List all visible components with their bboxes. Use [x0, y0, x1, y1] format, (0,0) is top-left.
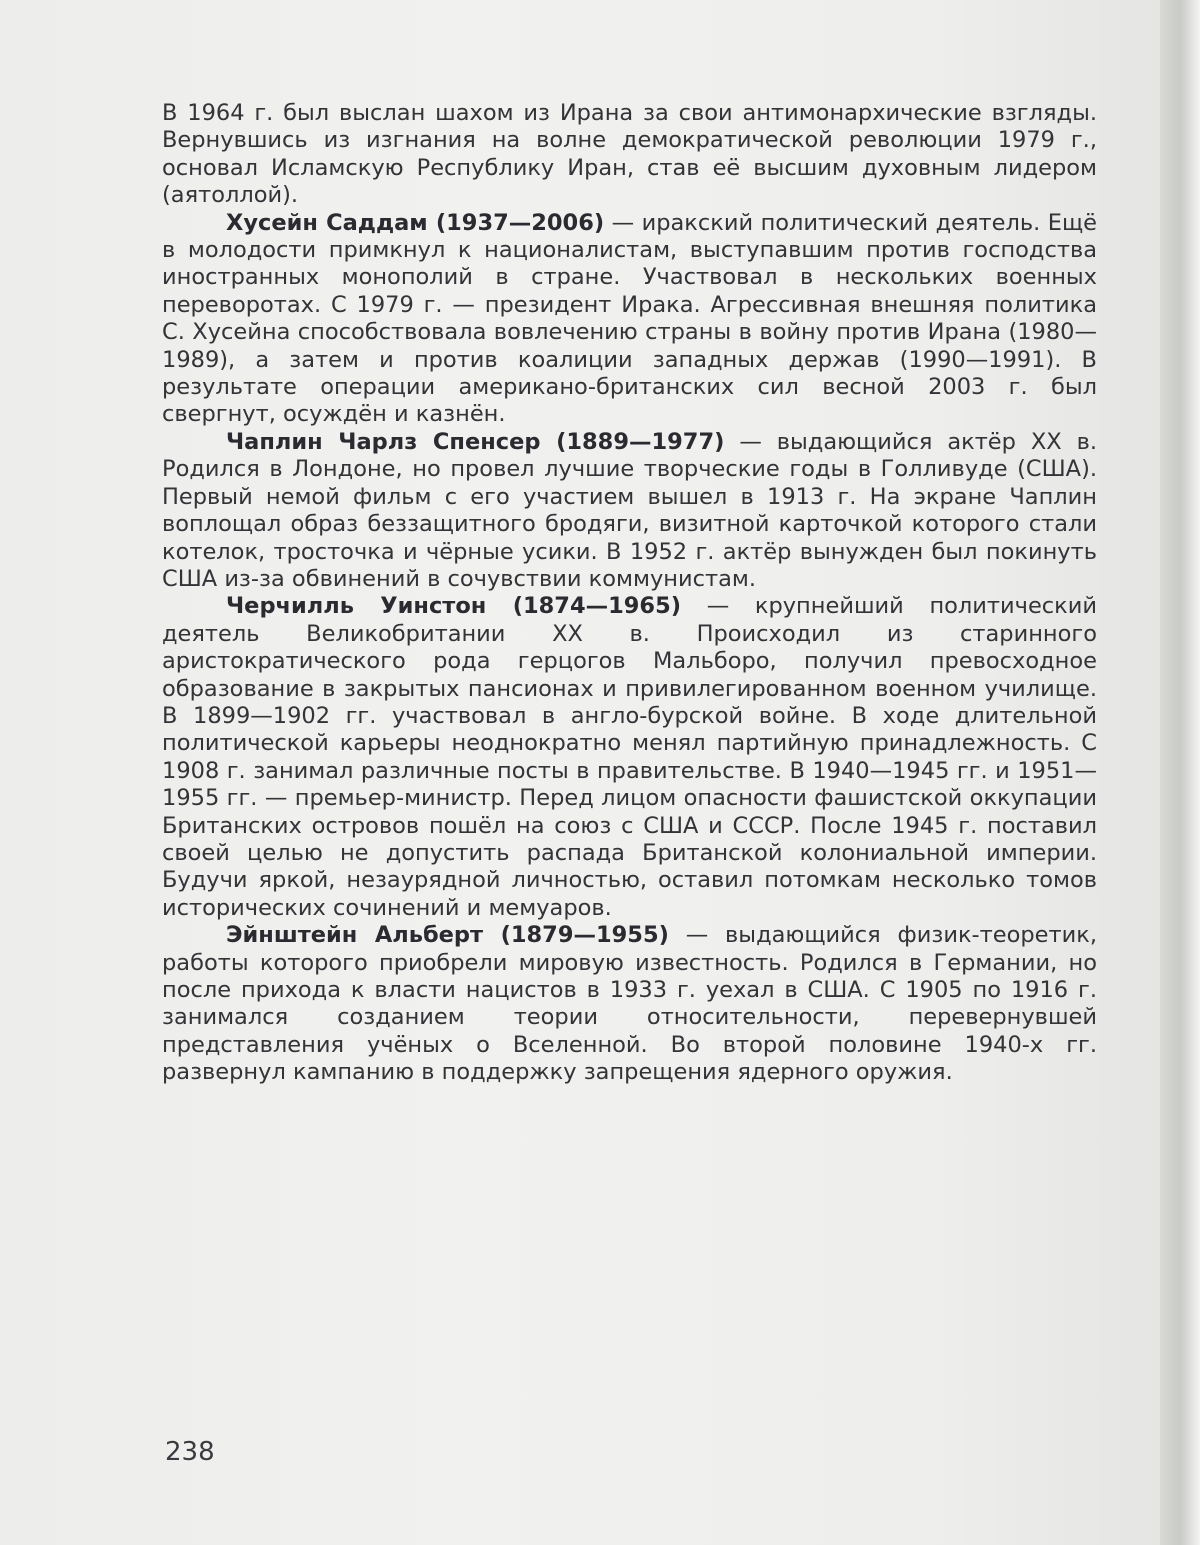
paragraph-body: — иракский политический деятель. Ещё в молодости примкнул к националистам, выступавшим против господства иностранных монополий в стране. Участвовал в нескольких военных переворотах. С 1979 г. — президент Ирака. Агрессивная внешняя политика С. Хусейна способствовала вовлечению страны в войну против Ирана (1980—1989), а затем и против коалиции западных держав (1990—1991). В результате операции американо-британских сил весной 2003 г. был свергнут, осуждён и казнён.	[162, 209, 1097, 428]
paragraph-khomeini-continuation	[162, 100, 1097, 210]
paragraph-body: В 1964 г. был выслан шахом из Ирана за свои антимонархические взгляды. Вернувшись из изгнания на волне демократической революции 1979 г., основал Исламскую Республику Иран, став её высшим духовным лидером (аятоллой).	[162, 100, 1097, 209]
entry-name: Чаплин Чарлз Спенсер (1889—1977)	[226, 428, 725, 455]
paragraph-body: — крупнейший политический деятель Великобритании XX в. Происходил из старинного аристократического рода герцогов Мальборо, получил превосходное образование в закрытых пансионах и привилегированном военном училище. В 1899—1902 гг. участвовал в англо-бурской войне. В ходе длительной политической карьеры неоднократно менял партийную принадлежность. С 1908 г. занимал различные посты в правительстве. В 1940—1945 гг. и 1951—1955 гг. — премьер-министр. Перед лицом опасности фашистской оккупации Британских островов пошёл на союз с США и СССР. После 1945 г. поставил своей целью не допустить распада Британской колониальной империи. Будучи яркой, незаурядной личностью, оставил потомкам несколько томов исторических сочинений и мемуаров.	[162, 593, 1097, 921]
paragraph-churchill	[162, 593, 1097, 922]
paragraph-body: — выдающийся актёр XX в. Родился в Лондоне, но провел лучшие творческие годы в Голливуде (США). Первый немой фильм с его участием вышел в 1913 г. На экране Чаплин воплощал образ беззащитного бродяги, визитной карточкой которого стали котелок, тросточка и чёрные усики. В 1952 г. актёр вынужден был покинуть США из-за обвинений в сочувствии коммунистам.	[162, 428, 1097, 592]
paragraph-einstein	[162, 922, 1097, 1086]
page-edge	[1160, 0, 1200, 1545]
entry-name: Хусейн Саддам (1937—2006)	[226, 209, 605, 236]
paragraph-body: — выдающийся физик-теоретик, работы которого приобрели мировую известность. Родился в Германии, но после прихода к власти нацистов в 1933 г. уехал в США. С 1905 по 1916 г. занимался созданием теории относительности, перевернувшей представления учёных о Вселенной. Во второй половине 1940-х гг. развернул кампанию в поддержку запрещения ядерного оружия.	[162, 922, 1097, 1086]
paragraph-chaplin	[162, 429, 1097, 593]
entry-name: Черчилль Уинстон (1874—1965)	[226, 593, 682, 620]
entry-name: Эйнштейн Альберт (1879—1955)	[226, 922, 669, 949]
biography-text	[162, 100, 1097, 1087]
paragraph-hussein	[162, 210, 1097, 429]
page-number: 238	[165, 1437, 215, 1467]
